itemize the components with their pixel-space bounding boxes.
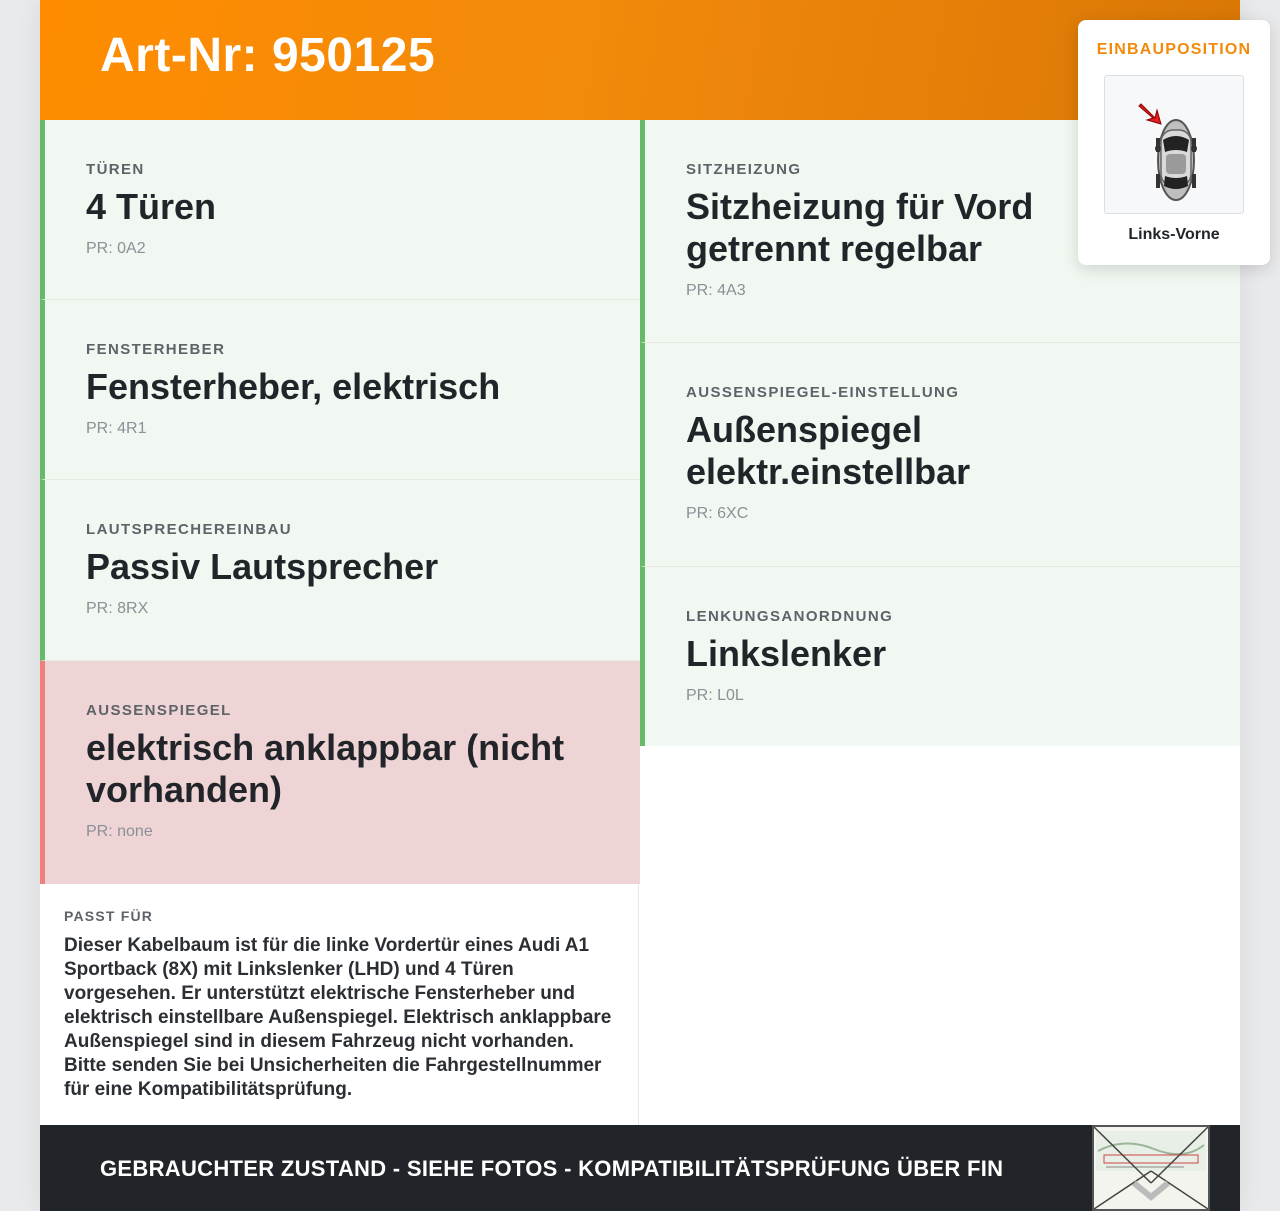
feature-value: Passiv Lautsprecher (86, 546, 439, 587)
feature-card-lenkung (640, 567, 1240, 746)
feature-value: Linkslenker (686, 633, 887, 674)
registration-document-thumbnail[interactable] (1092, 1125, 1210, 1211)
fits-section (40, 884, 639, 1125)
feature-pr-code: PR: 8RX (86, 600, 149, 617)
feature-pr-code: PR: none (86, 823, 153, 840)
header-bar (40, 0, 1240, 120)
feature-pr-code: PR: 4R1 (86, 420, 147, 437)
feature-label: AUSSENSPIEGEL-EINSTELLUNG (686, 384, 960, 401)
feature-value: elektrisch anklappbar (nicht vorhanden) (86, 727, 565, 810)
feature-value: Sitzheizung für Vord getrennt regelbar (686, 186, 1034, 269)
footer-text: GEBRAUCHTER ZUSTAND - SIEHE FOTOS - KOMPATIBILITÄTSPRÜFUNG ÜBER FIN (100, 1156, 1004, 1181)
feature-card-spiegel-einstellung (640, 343, 1240, 567)
feature-card-tueren (40, 120, 640, 300)
feature-label: LENKUNGSANORDNUNG (686, 608, 894, 625)
installation-position-box (1078, 20, 1270, 265)
feature-card-aussenspiegel-missing (40, 661, 640, 884)
feature-label: FENSTERHEBER (86, 341, 226, 358)
feature-label: LAUTSPRECHEREINBAU (86, 521, 293, 538)
installation-position-label: Links-Vorne (1128, 226, 1220, 243)
installation-position-image (1104, 75, 1244, 214)
fits-description: Dieser Kabelbaum ist für die linke Vordertür eines Audi A1 Sportback (8X) mit Linkslenker (LHD) und 4 Türen vorgesehen. Er unterstützt elektrische Fensterheber und elektrisch einstellbare Außenspiegel. Elektrisch anklappbare Außenspiegel sind in diesem Fahrzeug nicht vorhanden. Bitte senden Sie bei Unsicherheiten die Fahrgestellnummer für eine Kompatibilitätsprüfung. (64, 935, 612, 1100)
feature-card-lautsprecher (40, 480, 640, 661)
feature-pr-code: PR: 6XC (686, 505, 749, 522)
installation-position-title: EINBAUPOSITION (1096, 41, 1252, 58)
feature-pr-code: PR: L0L (686, 687, 744, 704)
document-image-icon (1094, 1127, 1208, 1209)
feature-value: Außenspiegel elektr.einstellbar (686, 409, 971, 492)
feature-value: Fensterheber, elektrisch (86, 366, 501, 407)
feature-pr-code: PR: 4A3 (686, 282, 746, 299)
car-top-view-icon (1105, 76, 1243, 213)
left-column (40, 120, 640, 884)
feature-label: SITZHEIZUNG (686, 161, 802, 178)
fits-label: PASST FÜR (64, 908, 154, 924)
feature-pr-code: PR: 0A2 (86, 240, 146, 257)
product-sheet (40, 0, 1252, 1211)
footer-bar (40, 1125, 1240, 1211)
feature-label: AUSSENSPIEGEL (86, 702, 232, 719)
feature-value: 4 Türen (86, 186, 217, 227)
feature-label: TÜREN (86, 161, 145, 178)
page-title: Art-Nr: 950125 (100, 29, 436, 82)
feature-card-fensterheber (40, 300, 640, 480)
